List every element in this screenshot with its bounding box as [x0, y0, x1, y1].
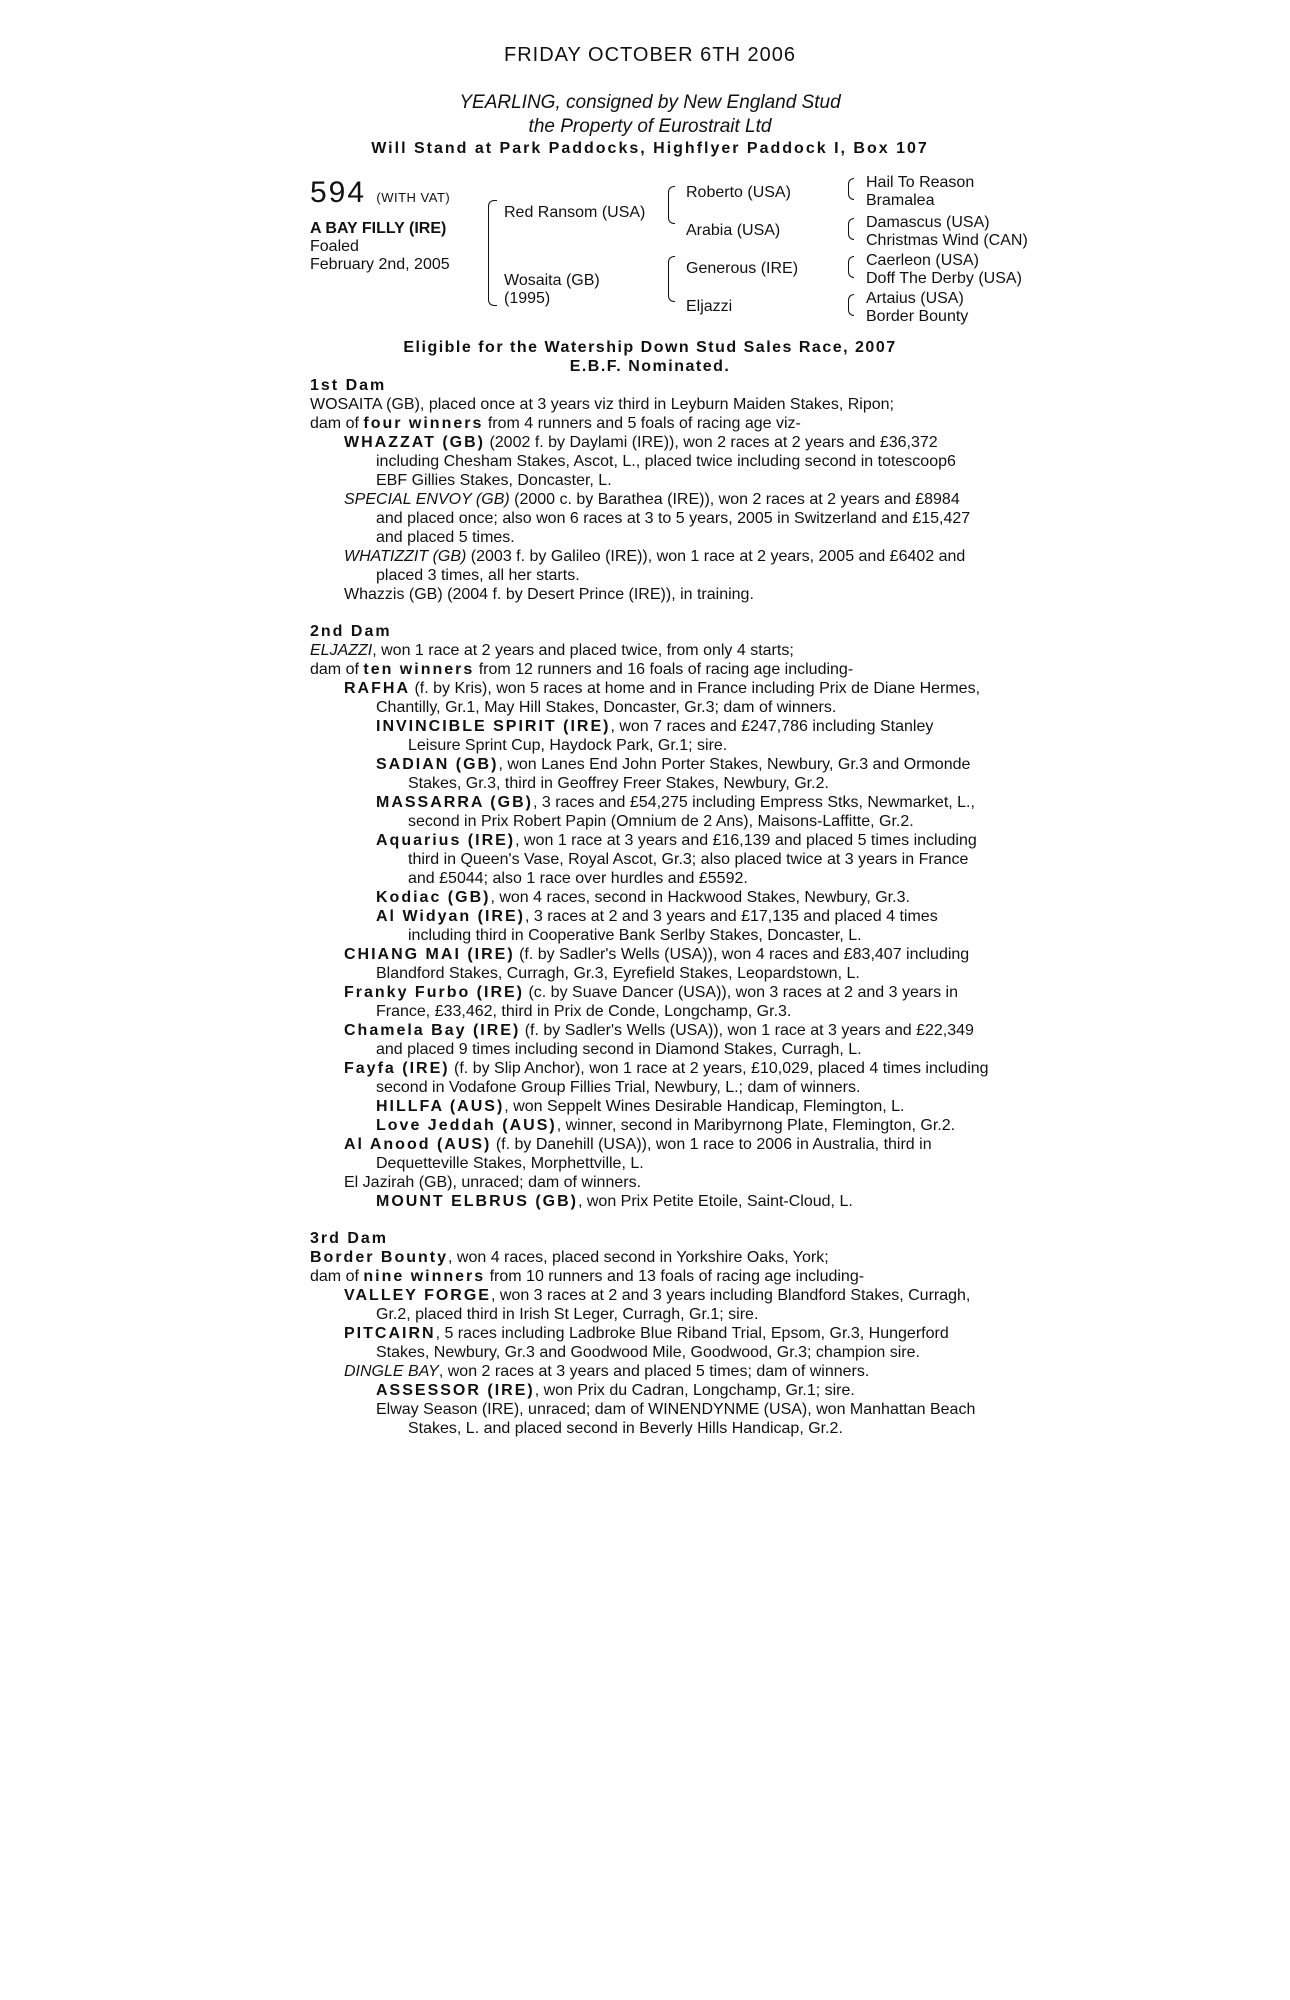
produce-suffix: from 12 runners and 16 foals of racing age including- — [474, 661, 854, 678]
pedigree-table — [310, 174, 1028, 338]
produce-entry — [310, 1173, 990, 1192]
produce-entry — [310, 717, 990, 755]
horse-name: Love Jeddah (AUS) — [376, 1117, 557, 1134]
horse-name: Chamela Bay (IRE) — [344, 1022, 521, 1039]
produce-entry — [310, 1362, 990, 1381]
sire-dam: Arabia (USA) — [686, 222, 781, 239]
first-dam-produce-summary — [310, 414, 990, 433]
first-dam-section — [310, 376, 990, 604]
produce-prefix: dam of — [310, 661, 364, 678]
race-record: (f. by Slip Anchor), won 1 race at 2 years, £10,029, placed 4 times including second in Vodafone Group Fillies Trial, Newbury, L.; dam of winners. — [376, 1060, 989, 1096]
second-dam-entries — [310, 679, 990, 1211]
produce-entry — [310, 1324, 990, 1362]
sale-date: FRIDAY OCTOBER 6TH 2006 — [504, 44, 796, 66]
horse-name: DINGLE BAY — [344, 1363, 439, 1380]
stand-location: Will Stand at Park Paddocks, Highflyer Paddock I, Box 107 — [371, 140, 929, 157]
race-record: Elway Season (IRE), unraced; dam of WINENDYNME (USA), won Manhattan Beach Stakes, L. and placed second in Beverly Hills Handicap, Gr.2. — [376, 1401, 976, 1437]
race-record: , 3 races and £54,275 including Empress Stks, Newmarket, L., second in Prix Robert Papin (Omnium de 2 Ans), Maisons-Laffitte, Gr.2. — [408, 794, 975, 830]
dam-sire: Generous (IRE) — [686, 260, 799, 277]
produce-entry — [310, 1192, 990, 1211]
brace-ss — [848, 178, 854, 200]
horse-name: Franky Furbo (IRE) — [344, 984, 525, 1001]
dam-record: , won 4 races, placed second in Yorkshire Oaks, York; — [448, 1249, 829, 1266]
first-dam-intro: WOSAITA (GB), placed once at 3 years viz third in Leyburn Maiden Stakes, Ripon; — [310, 396, 894, 413]
race-record: , 3 races at 2 and 3 years and £17,135 and placed 4 times including third in Cooperative Bank Serlby Stakes, Doncaster, L. — [408, 908, 938, 944]
dam-dam: Eljazzi — [686, 298, 733, 315]
race-record: , won Prix du Cadran, Longchamp, Gr.1; sire. — [534, 1382, 855, 1399]
winner-count: ten winners — [363, 661, 475, 678]
sire-dam-dam: Christmas Wind (CAN) — [866, 232, 1028, 249]
race-record: (f. by Sadler's Wells (USA)), won 1 race at 3 years and £22,349 and placed 9 times including second in Diamond Stakes, Curragh, L. — [376, 1022, 974, 1058]
horse-name: Fayfa (IRE) — [344, 1060, 450, 1077]
horse-name: MASSARRA (GB) — [376, 794, 533, 811]
horse-name: Al Widyan (IRE) — [376, 908, 525, 925]
race-record: El Jazirah (GB), unraced; dam of winners. — [344, 1174, 642, 1191]
race-record: (f. by Sadler's Wells (USA)), won 4 races and £83,407 including Blandford Stakes, Curragh, Gr.3, Eyrefield Stakes, Leopardstown, L. — [376, 946, 970, 982]
produce-entry — [310, 547, 990, 585]
sire-sire-dam: Bramalea — [866, 192, 935, 209]
race-record: (2003 f. by Galileo (IRE)), won 1 race at 2 years, 2005 and £6402 and placed 3 times, all her starts. — [376, 548, 966, 584]
brace-main — [488, 200, 497, 306]
sire: Red Ransom (USA) — [504, 204, 646, 221]
produce-prefix: dam of — [310, 415, 364, 432]
dam: Wosaita (GB) — [504, 272, 600, 289]
horse-name: Al Anood (AUS) — [344, 1136, 492, 1153]
dam-dam-dam: Border Bounty — [866, 308, 969, 325]
dam-sire-dam: Doff The Derby (USA) — [866, 270, 1022, 287]
horse-name: SPECIAL ENVOY (GB) — [344, 491, 510, 508]
second-dam-section — [310, 622, 990, 1211]
brace-dd — [848, 294, 854, 316]
dam-year: (1995) — [504, 290, 551, 307]
race-record: , won 1 race at 3 years and £16,139 and placed 5 times including third in Queen's Vase, Royal Ascot, Gr.3; also placed twice at 3 years in France and £5044; also 1 race over hurdles and £5592. — [408, 832, 977, 887]
horse-name: MOUNT ELBRUS (GB) — [376, 1193, 578, 1210]
dam-name: ELJAZZI — [310, 642, 373, 659]
third-dam-intro — [310, 1248, 990, 1267]
produce-entry — [310, 1021, 990, 1059]
race-record: Whazzis (GB) (2004 f. by Desert Prince (IRE)), in training. — [344, 586, 754, 603]
produce-entry — [310, 1059, 990, 1097]
lot-number-value: 594 — [310, 176, 367, 209]
horse-name: ASSESSOR (IRE) — [376, 1382, 535, 1399]
race-record: , won Lanes End John Porter Stakes, Newbury, Gr.3 and Ormonde Stakes, Gr.3, third in Geoffrey Freer Stakes, Newbury, Gr.2. — [408, 756, 971, 792]
horse-name: Aquarius (IRE) — [376, 832, 516, 849]
produce-entry — [310, 1116, 990, 1135]
race-record: , winner, second in Maribyrnong Plate, Flemington, Gr.2. — [556, 1117, 956, 1134]
produce-suffix: from 10 runners and 13 foals of racing age including- — [485, 1268, 865, 1285]
produce-entry — [310, 793, 990, 831]
third-dam-heading: 3rd Dam — [310, 1230, 389, 1247]
sire-sire-sire: Hail To Reason — [866, 174, 975, 191]
third-dam-section — [310, 1229, 990, 1438]
produce-entry — [310, 983, 990, 1021]
lot-name: A BAY FILLY (IRE) — [310, 220, 447, 237]
second-dam-produce-summary — [310, 660, 990, 679]
produce-suffix: from 4 runners and 5 foals of racing age viz- — [483, 415, 801, 432]
race-record: , won Seppelt Wines Desirable Handicap, Flemington, L. — [504, 1098, 905, 1115]
race-record: (2000 c. by Barathea (IRE)), won 2 races at 2 years and £8984 and placed once; also won 6 races at 3 to 5 years, 2005 in Switzerland and £15,427 and placed 5 times. — [376, 491, 971, 546]
brace-ds — [848, 256, 854, 278]
second-dam-heading: 2nd Dam — [310, 623, 392, 640]
produce-entry — [310, 755, 990, 793]
sire-sire: Roberto (USA) — [686, 184, 791, 201]
winner-count: nine winners — [363, 1268, 486, 1285]
horse-name: CHIANG MAI (IRE) — [344, 946, 515, 963]
dam-name: Border Bounty — [310, 1249, 448, 1266]
dam-record: , won 1 race at 2 years and placed twice, from only 4 starts; — [372, 642, 794, 659]
horse-name: VALLEY FORGE — [344, 1287, 491, 1304]
race-record: , won Prix Petite Etoile, Saint-Cloud, L. — [577, 1193, 853, 1210]
foaled-date: February 2nd, 2005 — [310, 256, 450, 273]
third-dam-produce-summary — [310, 1267, 990, 1286]
second-dam-intro — [310, 641, 990, 660]
horse-name: SADIAN (GB) — [376, 756, 499, 773]
dam-dam-sire: Artaius (USA) — [866, 290, 964, 307]
dam-sire-sire: Caerleon (USA) — [866, 252, 979, 269]
produce-entry — [310, 831, 990, 888]
vat-note: (WITH VAT) — [376, 190, 451, 205]
property-line: the Property of Eurostrait Ltd — [528, 116, 772, 137]
race-record: , 5 races including Ladbroke Blue Riband Trial, Epsom, Gr.3, Hungerford Stakes, Newbury, Gr.3 and Goodwood Mile, Goodwood, Gr.3; champion sire. — [376, 1325, 949, 1361]
consignor-line: YEARLING, consigned by New England Stud — [459, 92, 841, 113]
horse-name: PITCAIRN — [344, 1325, 436, 1342]
race-record: , won 2 races at 3 years and placed 5 times; dam of winners. — [438, 1363, 870, 1380]
race-record: (c. by Suave Dancer (USA)), won 3 races at 2 and 3 years in France, £33,462, third in Prix de Conde, Longchamp, Gr.3. — [376, 984, 958, 1020]
produce-entry — [310, 1381, 990, 1400]
race-record: (f. by Kris), won 5 races at home and in France including Prix de Diane Hermes, Chantilly, Gr.1, May Hill Stakes, Doncaster, Gr.3; dam of winners. — [376, 680, 981, 716]
produce-entry — [310, 433, 990, 490]
race-record: (2002 f. by Daylami (IRE)), won 2 races at 2 years and £36,372 including Chesham Stakes, Ascot, L., placed twice including second in totescoop6 EBF Gillies Stakes, Doncaster, L. — [376, 434, 956, 489]
horse-name: RAFHA — [344, 680, 410, 697]
eligibility-line-2: E.B.F. Nominated. — [569, 358, 731, 375]
horse-name: WHAZZAT (GB) — [344, 434, 485, 451]
produce-entry — [310, 1400, 990, 1438]
race-record: , won 3 races at 2 and 3 years including Blandford Stakes, Curragh, Gr.2, placed third in Irish St Leger, Curragh, Gr.1; sire. — [376, 1287, 971, 1323]
race-record: , won 7 races and £247,786 including Stanley Leisure Sprint Cup, Haydock Park, Gr.1; sire. — [408, 718, 934, 754]
horse-name: INVINCIBLE SPIRIT (IRE) — [376, 718, 611, 735]
produce-entry — [310, 945, 990, 983]
catalogue-page — [310, 44, 1028, 1438]
produce-entry — [310, 888, 990, 907]
produce-entry — [310, 585, 990, 604]
produce-entry — [310, 1097, 990, 1116]
produce-entry — [310, 907, 990, 945]
lot-number — [310, 176, 450, 210]
brace-dam — [668, 256, 675, 302]
third-dam-entries — [310, 1286, 990, 1438]
produce-prefix: dam of — [310, 1268, 364, 1285]
horse-name: WHATIZZIT (GB) — [344, 548, 467, 565]
brace-sd — [848, 218, 854, 240]
foaled-label: Foaled — [310, 238, 359, 255]
first-dam-heading: 1st Dam — [310, 377, 387, 394]
horse-name: HILLFA (AUS) — [376, 1098, 505, 1115]
produce-entry — [310, 1135, 990, 1173]
horse-name: Kodiac (GB) — [376, 889, 491, 906]
produce-entry — [310, 1286, 990, 1324]
race-record: (f. by Danehill (USA)), won 1 race to 2006 in Australia, third in Dequetteville Stakes, Morphettville, L. — [376, 1136, 932, 1172]
produce-entry — [310, 490, 990, 547]
race-record: , won 4 races, second in Hackwood Stakes, Newbury, Gr.3. — [490, 889, 910, 906]
eligibility-line-1: Eligible for the Watership Down Stud Sales Race, 2007 — [403, 339, 897, 356]
winner-count: four winners — [363, 415, 484, 432]
produce-entry — [310, 679, 990, 717]
brace-sire — [668, 186, 675, 224]
sire-dam-sire: Damascus (USA) — [866, 214, 990, 231]
